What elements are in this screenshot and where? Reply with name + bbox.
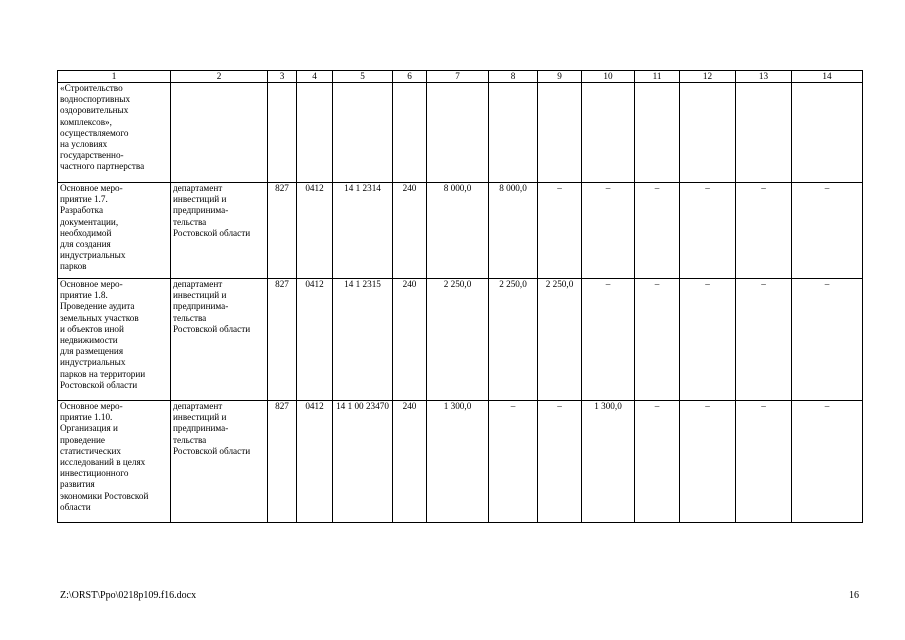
- column-header: 3: [268, 71, 297, 83]
- amount-cell: –: [538, 401, 582, 523]
- amount-cell: –: [489, 401, 538, 523]
- rzpr-cell: 0412: [297, 401, 333, 523]
- amount-cell: [538, 83, 582, 183]
- amount-cell: [736, 83, 792, 183]
- column-header: 10: [582, 71, 635, 83]
- amount-cell: –: [635, 183, 680, 279]
- grbs-cell: 827: [268, 401, 297, 523]
- column-header: 5: [333, 71, 393, 83]
- amount-cell: [680, 83, 736, 183]
- amount-cell: –: [736, 183, 792, 279]
- table-row: [58, 401, 863, 523]
- column-header: 14: [792, 71, 863, 83]
- amount-cell: –: [582, 279, 635, 401]
- column-header: 2: [171, 71, 268, 83]
- amount-cell: [582, 83, 635, 183]
- amount-cell: –: [736, 279, 792, 401]
- vr-cell: 240: [393, 279, 427, 401]
- csr-cell: 14 1 2315: [333, 279, 393, 401]
- amount-cell: 8 000,0: [427, 183, 489, 279]
- executor-cell: департамент инвестиций и предпринима- тельства Ростовской области: [171, 401, 268, 523]
- column-header: 8: [489, 71, 538, 83]
- amount-cell: –: [680, 401, 736, 523]
- amount-cell: [792, 83, 863, 183]
- column-header: 11: [635, 71, 680, 83]
- amount-cell: –: [538, 183, 582, 279]
- amount-cell: 8 000,0: [489, 183, 538, 279]
- amount-cell: [489, 83, 538, 183]
- vr-cell: 240: [393, 401, 427, 523]
- grbs-cell: 827: [268, 279, 297, 401]
- csr-cell: 14 1 2314: [333, 183, 393, 279]
- column-header: 4: [297, 71, 333, 83]
- rzpr-cell: 0412: [297, 279, 333, 401]
- amount-cell: –: [792, 279, 863, 401]
- rzpr-cell: 0412: [297, 183, 333, 279]
- executor-cell: департамент инвестиций и предпринима- тельства Ростовской области: [171, 183, 268, 279]
- column-header: 6: [393, 71, 427, 83]
- executor-cell: департамент инвестиций и предпринима- тельства Ростовской области: [171, 279, 268, 401]
- column-header: 12: [680, 71, 736, 83]
- file-path: Z:\ORST\Ppo\0218p109.f16.docx: [60, 590, 197, 601]
- budget-table: [57, 70, 863, 523]
- amount-cell: 2 250,0: [538, 279, 582, 401]
- table-row: [58, 83, 863, 183]
- amount-cell: [427, 83, 489, 183]
- page-number: 16: [849, 590, 859, 601]
- table-header-row: [58, 71, 863, 83]
- vr-cell: 240: [393, 183, 427, 279]
- amount-cell: 1 300,0: [582, 401, 635, 523]
- amount-cell: –: [736, 401, 792, 523]
- column-header: 13: [736, 71, 792, 83]
- measure-name-cell: Основное меро- приятие 1.7. Разработка документации, необходимой для создания индустриальных парков: [58, 183, 171, 279]
- amount-cell: [635, 83, 680, 183]
- csr-cell: 14 1 00 23470: [333, 401, 393, 523]
- amount-cell: –: [635, 401, 680, 523]
- column-header: 7: [427, 71, 489, 83]
- grbs-cell: [268, 83, 297, 183]
- vr-cell: [393, 83, 427, 183]
- amount-cell: 2 250,0: [489, 279, 538, 401]
- amount-cell: –: [582, 183, 635, 279]
- grbs-cell: 827: [268, 183, 297, 279]
- amount-cell: 1 300,0: [427, 401, 489, 523]
- measure-name-cell: Основное меро- приятие 1.10. Организация и проведение статистических исследований в целях инвестиционного развития экономики Ростовской области: [58, 401, 171, 523]
- column-header: 9: [538, 71, 582, 83]
- amount-cell: –: [635, 279, 680, 401]
- table-row: [58, 279, 863, 401]
- amount-cell: –: [680, 279, 736, 401]
- table-row: [58, 183, 863, 279]
- amount-cell: –: [792, 401, 863, 523]
- measure-name-cell: Основное меро- приятие 1.8. Проведение аудита земельных участков и объектов иной недвижимости для размещения индустриальных парков на территории Ростовской области: [58, 279, 171, 401]
- amount-cell: 2 250,0: [427, 279, 489, 401]
- rzpr-cell: [297, 83, 333, 183]
- csr-cell: [333, 83, 393, 183]
- amount-cell: –: [680, 183, 736, 279]
- executor-cell: [171, 83, 268, 183]
- measure-name-cell: «Строительство водноспортивных оздоровительных комплексов», осуществляемого на условиях государственно- частного партнерства: [58, 83, 171, 183]
- column-header: 1: [58, 71, 171, 83]
- amount-cell: –: [792, 183, 863, 279]
